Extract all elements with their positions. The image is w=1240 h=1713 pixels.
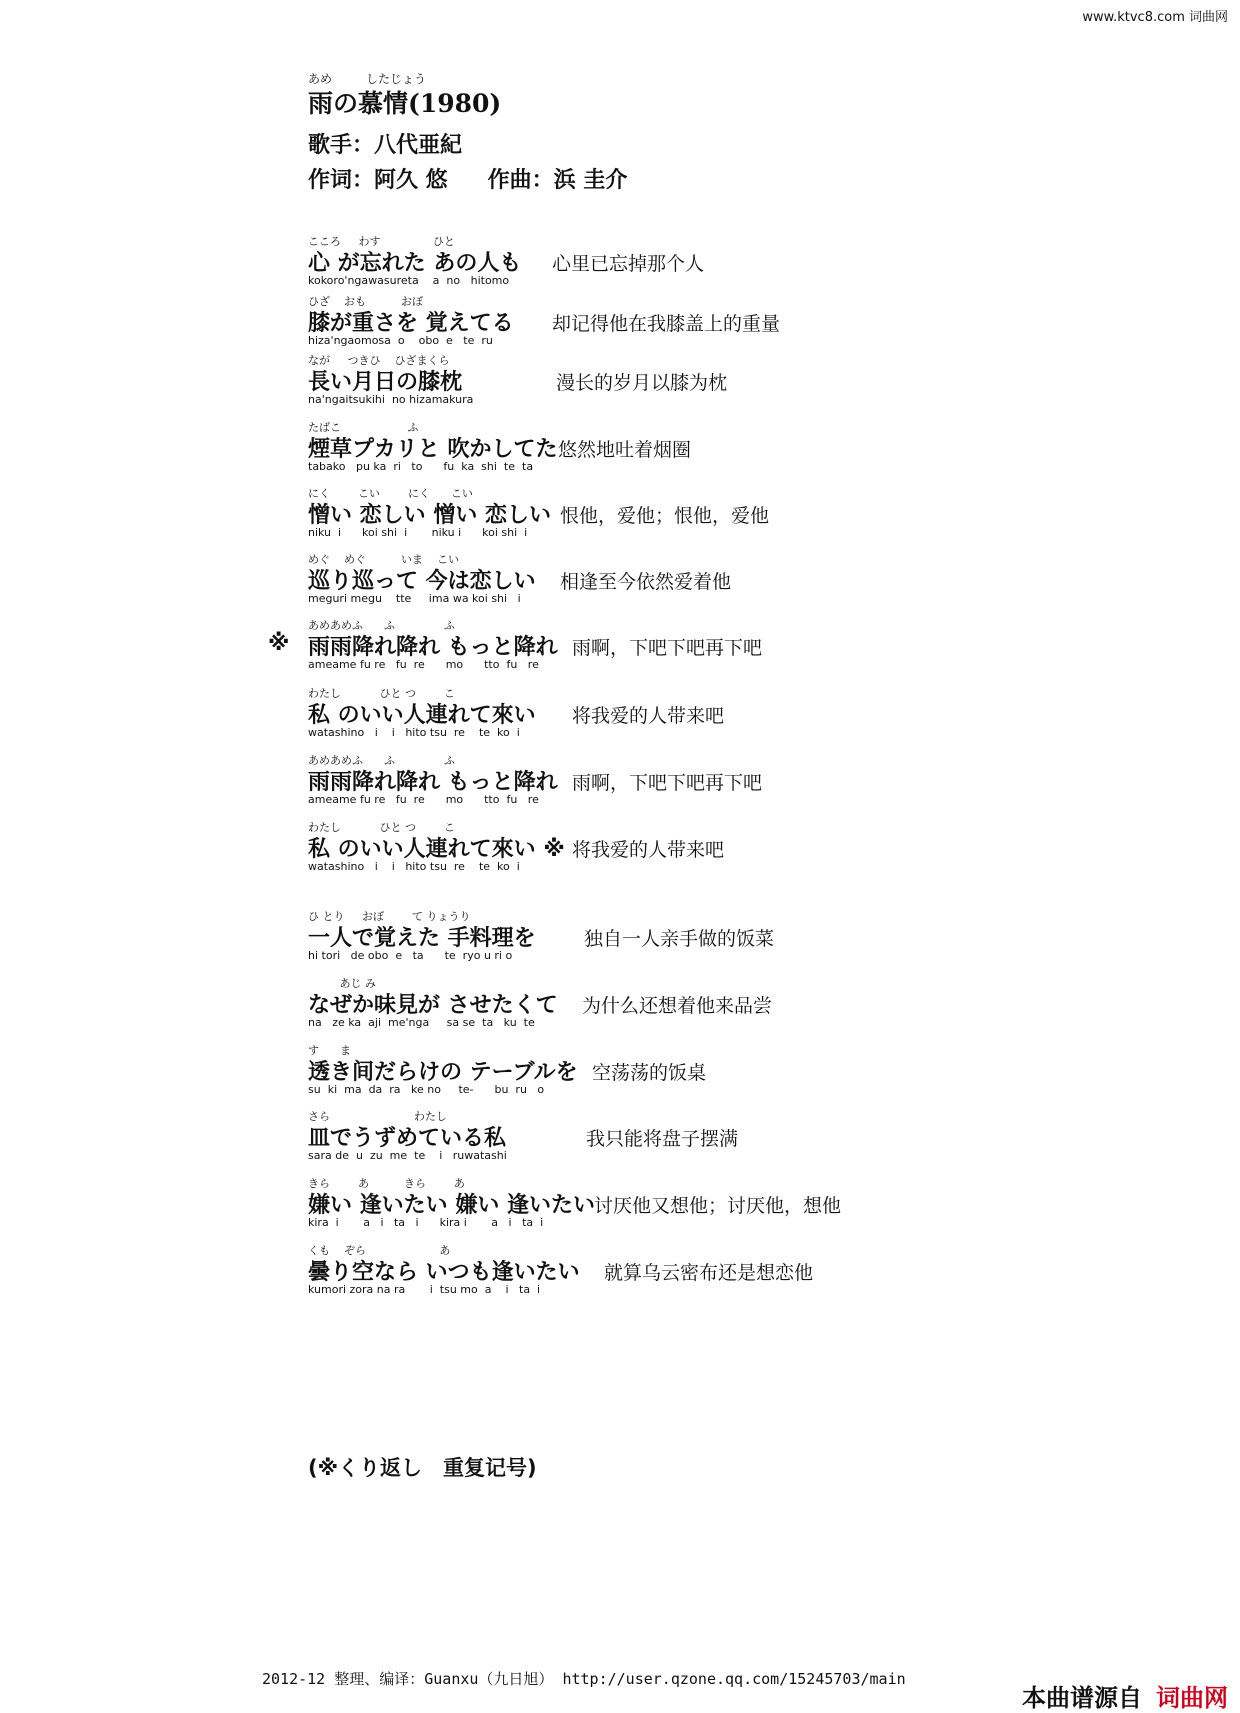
lyric-furigana: あじ み <box>308 977 376 990</box>
lyric-furigana: ひざ おも おぼ <box>308 295 423 308</box>
footer-credit: 2012-12 整理、编译：Guanxu（九日旭） http://user.qzone.qq.com/15245703/main <box>262 1670 906 1688</box>
lyric-translation: 雨啊，下吧下吧再下吧 <box>572 772 763 794</box>
lyricist: 作词：阿久 悠 <box>308 167 448 193</box>
lyric-furigana: きら あ きら あ <box>308 1177 465 1190</box>
lyric-text: 膝が重さを 覚えてる <box>308 311 514 336</box>
lyric-furigana: あめあめふ ふ ふ <box>308 619 455 632</box>
lyric-text: 一人で覚えた 手料理を <box>308 926 536 951</box>
lyric-text: 嫌い 逢いたい 嫌い 逢いたい <box>308 1193 595 1218</box>
lyric-text: 心 が忘れた あの人も <box>308 251 522 276</box>
lyric-romaji: sara de u zu me te i ruwatashi <box>308 1149 507 1162</box>
lyric-furigana: こころ わす ひと <box>308 235 455 248</box>
lyric-line <box>308 975 1208 1037</box>
lyric-line <box>308 819 1208 881</box>
lyric-line <box>308 1175 1208 1237</box>
lyric-text: 憎い 恋しい 憎い 恋しい <box>308 503 551 528</box>
lyric-translation: 却记得他在我膝盖上的重量 <box>552 313 781 335</box>
lyric-line <box>308 352 1208 414</box>
lyric-line <box>308 293 1208 355</box>
lyric-line <box>308 1042 1208 1104</box>
lyric-text: 雨雨降れ降れ もっと降れ <box>308 635 558 660</box>
lyric-text: 巡り巡って 今は恋しい <box>308 569 536 594</box>
singer: 歌手：八代亜紀 <box>308 132 463 158</box>
lyric-translation: 我只能将盘子摆满 <box>586 1128 739 1150</box>
lyric-romaji: na'ngaitsukihi no hizamakura <box>308 393 474 406</box>
lyric-furigana: す ま <box>308 1044 351 1057</box>
lyric-text: 皿でうずめている私 <box>308 1126 507 1151</box>
lyric-romaji: kira i a i ta i kira i a i ta i <box>308 1216 544 1229</box>
lyric-line <box>308 233 1208 295</box>
lyric-text: なぜか味見が させたくて <box>308 993 558 1018</box>
lyric-furigana: わたし ひと つ こ <box>308 687 455 700</box>
lyric-line <box>308 485 1208 547</box>
lyric-text: 私 のいい人連れて來い <box>308 703 536 728</box>
lyric-furigana: さら わたし <box>308 1110 447 1123</box>
lyric-romaji: hiza'ngaomosa o obo e te ru <box>308 334 493 347</box>
lyric-line <box>308 908 1208 970</box>
lyric-furigana: ひ とり おぼ て りょうり <box>308 910 471 923</box>
title-ruby-1: あめ <box>308 72 333 86</box>
lyric-romaji: na ze ka aji me'nga sa se ta ku te <box>308 1016 535 1029</box>
lyric-translation: 漫长的岁月以膝为枕 <box>556 372 728 394</box>
lyric-translation: 讨厌他又想他；讨厌他，想他 <box>594 1195 842 1217</box>
lyric-translation: 空荡荡的饭桌 <box>592 1062 707 1084</box>
watermark-source: 本曲谱源自 <box>1022 1684 1142 1712</box>
watermark-bottom <box>1022 1678 1228 1713</box>
lyric-furigana: なが つきひ ひざまくら <box>308 354 450 367</box>
title-block <box>308 70 627 118</box>
lyric-romaji: tabako pu ka ri to fu ka shi te ta <box>308 460 534 473</box>
lyric-romaji: watashino i i hito tsu re te ko i <box>308 726 520 739</box>
lyric-text: 透き间だらけの テーブルを <box>308 1060 578 1085</box>
lyric-translation: 雨啊，下吧下吧再下吧 <box>572 637 763 659</box>
lyric-translation: 心里已忘掉那个人 <box>552 253 705 275</box>
lyric-translation: 悠然地吐着烟圈 <box>558 439 692 461</box>
lyric-romaji: ameame fu re fu re mo tto fu re <box>308 658 539 671</box>
lyric-romaji: meguri megu tte ima wa koi shi i <box>308 592 521 605</box>
lyric-text: 煙草プカリと 吹かしてた <box>308 437 558 462</box>
repeat-note: (※くり返し 重复记号) <box>308 1456 537 1480</box>
lyric-furigana: にく こい にく こい <box>308 487 473 500</box>
lyric-line <box>308 685 1208 747</box>
lyric-furigana: たばこ ふ <box>308 421 419 434</box>
lyric-romaji: kumori zora na ra i tsu mo a i ta i <box>308 1283 541 1296</box>
watermark-site: 词曲网 <box>1156 1684 1228 1712</box>
lyric-translation: 独自一人亲手做的饭菜 <box>584 928 775 950</box>
title-ruby-2: したじょう <box>366 72 427 86</box>
lyric-translation: 就算乌云密布还是想恋他 <box>604 1262 814 1284</box>
song-header <box>308 70 627 194</box>
lyric-romaji: su ki ma da ra ke no te- bu ru o <box>308 1083 545 1096</box>
lyric-translation: 为什么还想着他来品尝 <box>582 995 773 1017</box>
lyric-line <box>308 752 1208 814</box>
lyric-line <box>308 1108 1208 1170</box>
lyric-text: 私 のいい人連れて來い ※ <box>308 837 565 862</box>
watermark-top: www.ktvc8.com 词曲网 <box>1082 10 1228 25</box>
lyric-translation: 将我爱的人带来吧 <box>572 705 725 727</box>
lyric-text: 長い月日の膝枕 <box>308 370 463 395</box>
lyric-line <box>268 617 1208 679</box>
lyric-romaji: hi tori de obo e ta te ryo u ri o <box>308 949 513 962</box>
lyric-furigana: くも ぞら あ <box>308 1244 451 1257</box>
lyric-line <box>308 1242 1208 1304</box>
lyric-furigana: あめあめふ ふ ふ <box>308 754 455 767</box>
lyric-text: 曇り空なら いつも逢いたい <box>308 1260 580 1285</box>
song-title: 雨の慕情(1980) <box>308 89 502 118</box>
composer: 作曲：浜 圭介 <box>487 167 628 193</box>
lyric-text: 雨雨降れ降れ もっと降れ <box>308 770 558 795</box>
lyric-line <box>308 551 1208 613</box>
lyric-romaji: niku i koi shi i niku i koi shi i <box>308 526 528 539</box>
repeat-mark: ※ <box>268 631 290 656</box>
credits-line <box>308 163 627 194</box>
lyric-romaji: kokoro'ngawasureta a no hitomo <box>308 274 510 287</box>
lyric-translation: 相逢至今依然爱着他 <box>560 571 732 593</box>
lyric-furigana: めぐ めぐ いま こい <box>308 553 459 566</box>
lyric-romaji: watashino i i hito tsu re te ko i <box>308 860 520 873</box>
lyric-translation: 将我爱的人带来吧 <box>572 839 725 861</box>
lyric-translation: 恨他，爱他；恨他，爱他 <box>560 505 770 527</box>
lyric-furigana: わたし ひと つ こ <box>308 821 455 834</box>
lyric-line <box>308 419 1208 481</box>
lyric-romaji: ameame fu re fu re mo tto fu re <box>308 793 539 806</box>
